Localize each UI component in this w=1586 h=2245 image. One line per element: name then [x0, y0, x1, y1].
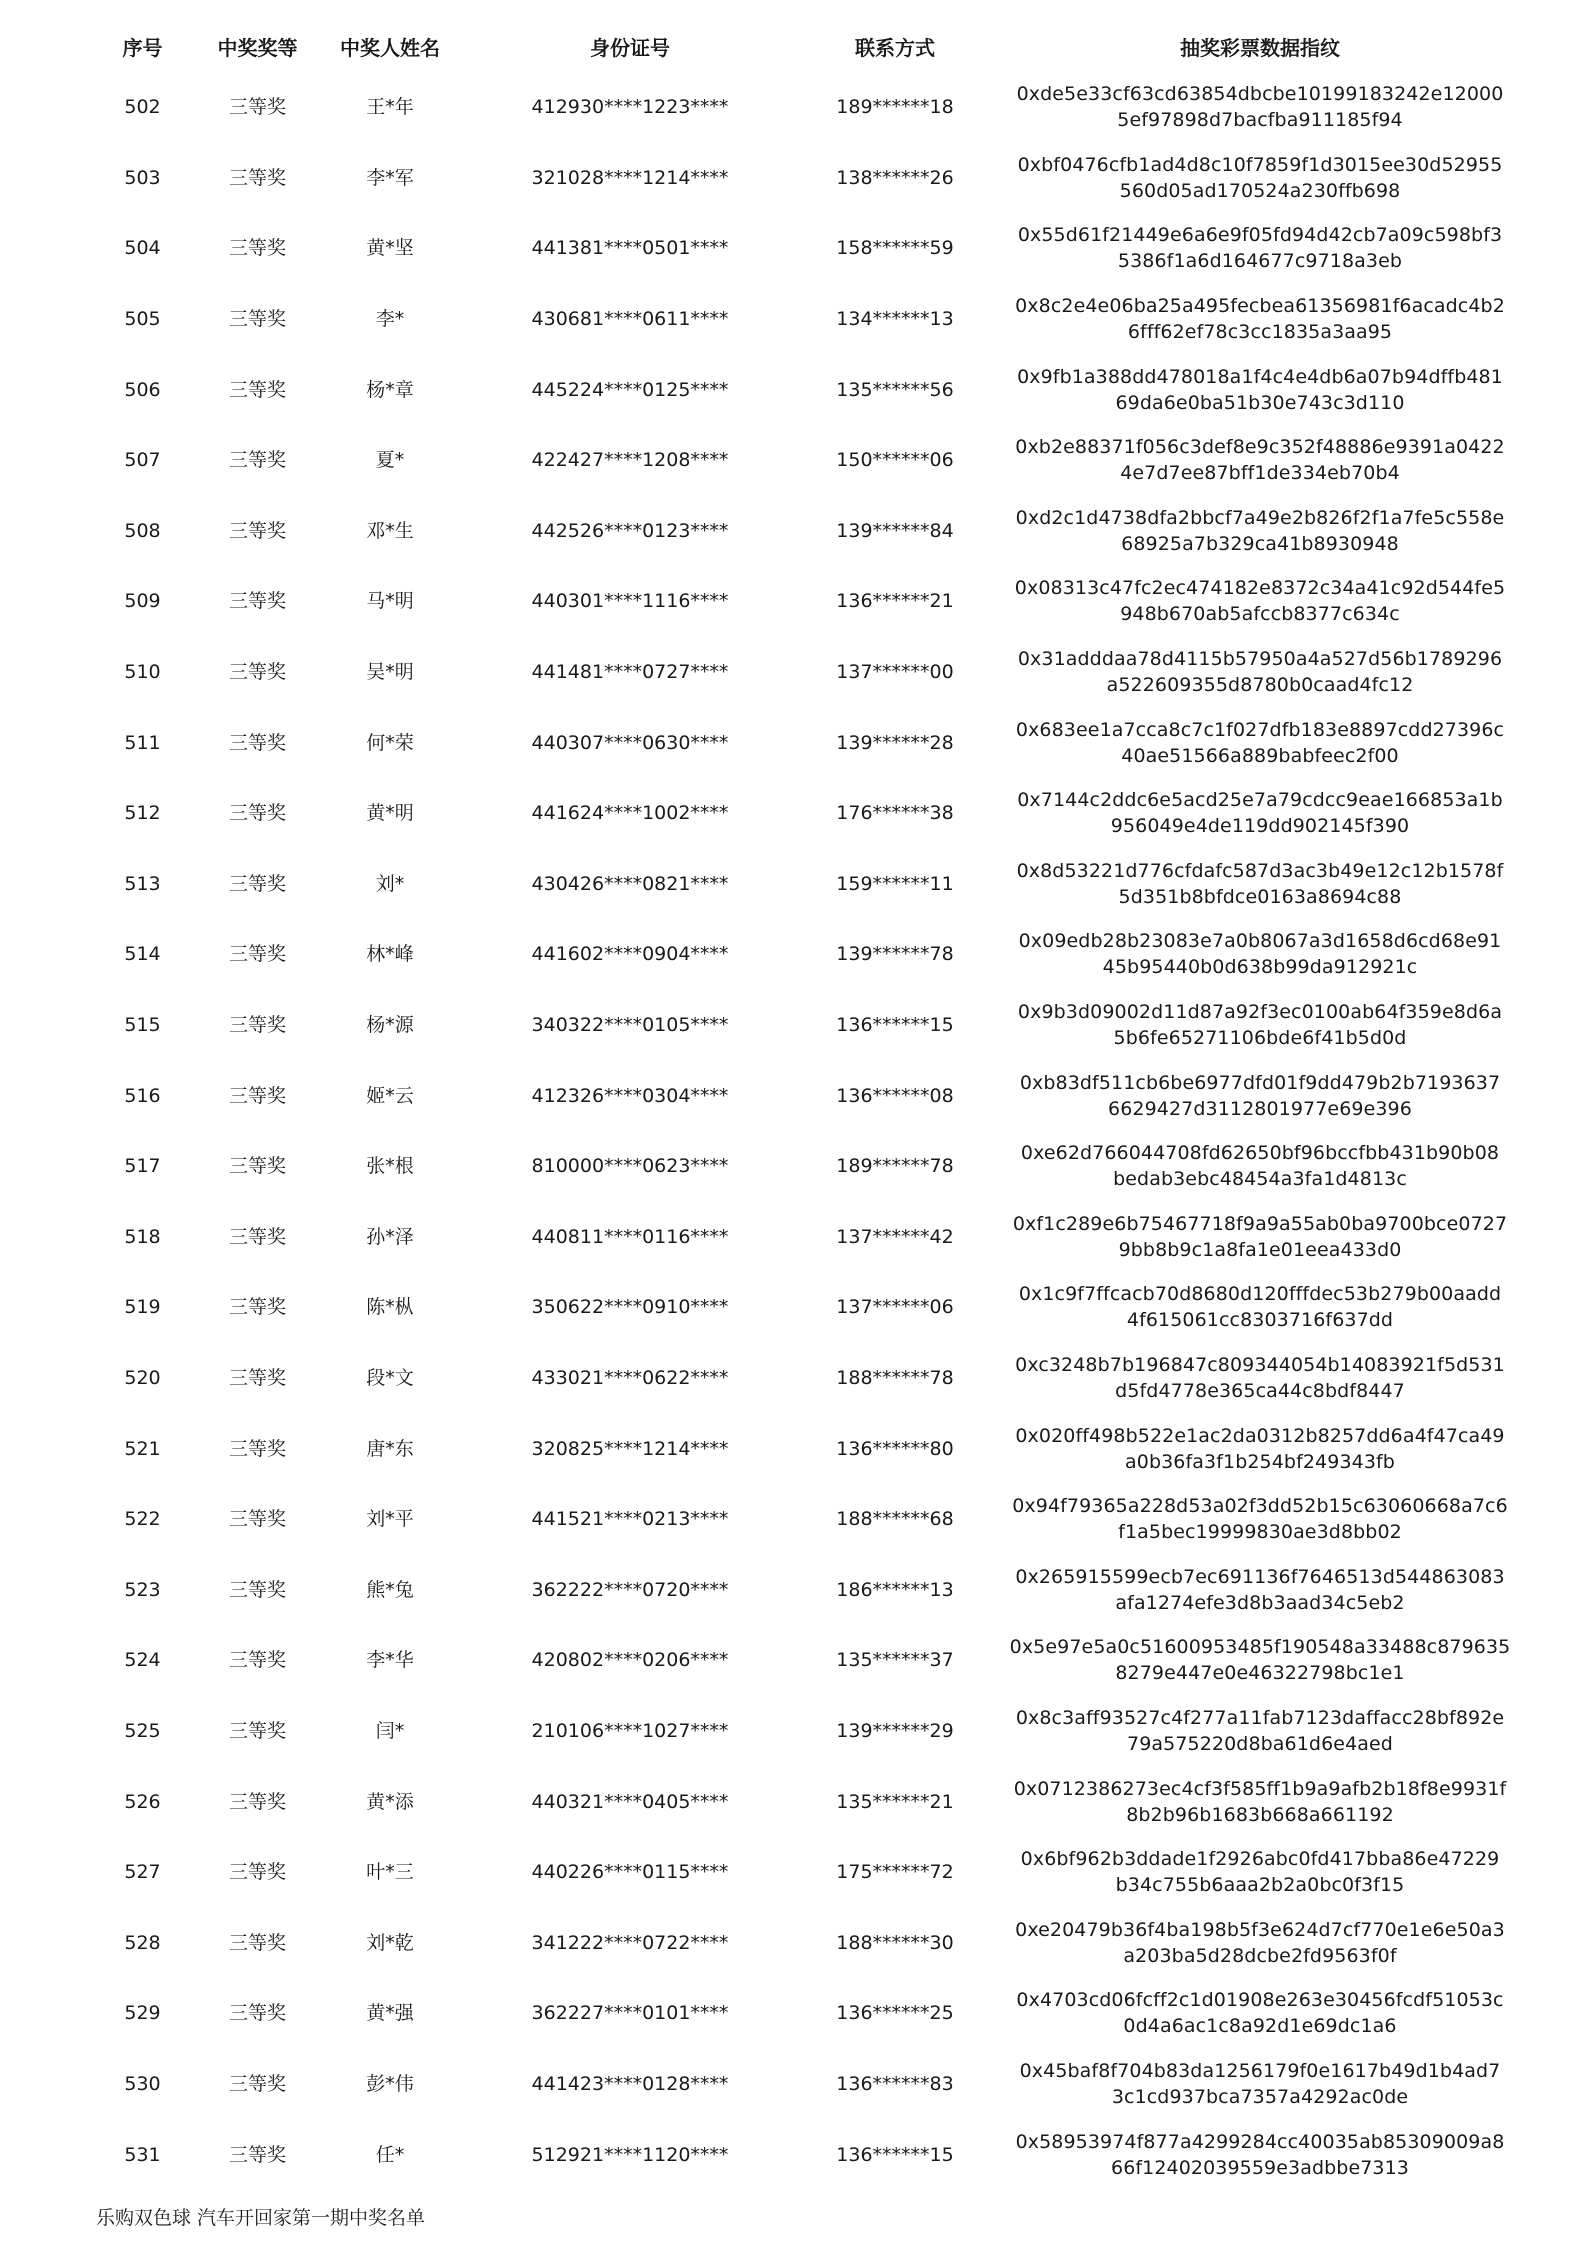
cell-fingerprint	[995, 213, 1525, 284]
cell-id-number: 430426****0821****	[531, 872, 729, 895]
header-no: 序号	[122, 35, 163, 60]
table-row	[85, 637, 1525, 708]
cell-id-number: 412326****0304****	[531, 1084, 729, 1107]
cell-contact: 139******84	[836, 519, 954, 542]
cell-fingerprint	[995, 143, 1525, 214]
cell-no: 527	[124, 1861, 161, 1884]
cell-fingerprint	[995, 637, 1525, 708]
cell-name: 黄*添	[366, 1790, 414, 1813]
cell-name: 杨*章	[366, 378, 414, 401]
cell-id-number: 340322****0105****	[531, 1014, 729, 1037]
fingerprint-line-2: 8b2b96b1683b668a661192	[1126, 1803, 1394, 1826]
cell-contact: 159******11	[836, 872, 954, 895]
cell-fingerprint	[995, 1837, 1525, 1908]
fingerprint-line-2: 40ae51566a889babfeec2f00	[1121, 744, 1399, 767]
cell-level: 三等奖	[228, 1508, 286, 1531]
cell-contact: 138******26	[836, 166, 954, 189]
fingerprint-line-2: 3c1cd937bca7357a4292ac0de	[1111, 2085, 1409, 2108]
fingerprint-line-1: 0x09edb28b23083e7a0b8067a3d1658d6cd68e91	[1018, 930, 1502, 953]
cell-no: 521	[124, 1437, 161, 1460]
cell-level: 三等奖	[228, 1931, 286, 1954]
cell-fingerprint	[995, 1696, 1525, 1767]
cell-name: 吴*明	[366, 661, 414, 684]
cell-no: 520	[124, 1366, 161, 1389]
cell-name: 夏*	[375, 449, 405, 472]
table-row	[85, 213, 1525, 284]
cell-no: 505	[124, 308, 161, 331]
cell-fingerprint	[995, 425, 1525, 496]
fingerprint-line-1: 0x94f79365a228d53a02f3dd52b15c63060668a7c6	[1012, 1495, 1508, 1518]
cell-fingerprint	[995, 1343, 1525, 1414]
table-row	[85, 1060, 1525, 1131]
cell-fingerprint	[995, 2119, 1525, 2190]
cell-no: 507	[124, 449, 161, 472]
fingerprint-line-1: 0xbf0476cfb1ad4d8c10f7859f1d3015ee30d52955	[1017, 153, 1503, 176]
cell-level: 三等奖	[228, 1155, 286, 1178]
cell-fingerprint	[995, 707, 1525, 778]
cell-no: 523	[124, 1578, 161, 1601]
fingerprint-line-2: d5fd4778e365ca44c8bdf8447	[1115, 1379, 1405, 1402]
cell-id-number: 445224****0125****	[531, 378, 729, 401]
fingerprint-line-1: 0x31adddaa78d4115b57950a4a527d56b1789296	[1017, 648, 1503, 671]
table-row	[85, 1907, 1525, 1978]
cell-fingerprint	[995, 566, 1525, 637]
cell-contact: 136******21	[836, 590, 954, 613]
table-row	[85, 849, 1525, 920]
table-row	[85, 354, 1525, 425]
cell-no: 530	[124, 2072, 161, 2095]
cell-contact: 150******06	[836, 449, 954, 472]
fingerprint-line-1: 0xf1c289e6b75467718f9a9a55ab0ba9700bce0727	[1012, 1212, 1508, 1235]
cell-level: 三等奖	[228, 2072, 286, 2095]
cell-id-number: 441624****1002****	[531, 802, 729, 825]
header-level: 中奖奖等	[217, 35, 298, 60]
fingerprint-line-2: 5b6fe65271106bde6f41b5d0d	[1113, 1027, 1407, 1050]
cell-level: 三等奖	[228, 519, 286, 542]
cell-level: 三等奖	[228, 731, 286, 754]
fingerprint-line-1: 0xb83df511cb6be6977dfd01f9dd479b2b7193637	[1019, 1071, 1501, 1094]
cell-fingerprint	[995, 1060, 1525, 1131]
cell-fingerprint	[995, 1625, 1525, 1696]
table-row	[85, 284, 1525, 355]
cell-no: 518	[124, 1225, 161, 1248]
cell-level: 三等奖	[228, 2143, 286, 2166]
fingerprint-line-2: 66f12402039559e3adbbe7313	[1111, 2156, 1409, 2179]
fingerprint-line-1: 0xde5e33cf63cd63854dbcbe10199183242e12000	[1016, 83, 1504, 106]
cell-no: 515	[124, 1014, 161, 1037]
cell-id-number: 320825****1214****	[531, 1437, 729, 1460]
cell-fingerprint	[995, 1484, 1525, 1555]
cell-id-number: 440301****1116****	[531, 590, 729, 613]
cell-no: 529	[124, 2002, 161, 2025]
cell-level: 三等奖	[228, 1014, 286, 1037]
cell-level: 三等奖	[228, 96, 286, 119]
cell-fingerprint	[995, 1978, 1525, 2049]
cell-contact: 188******30	[836, 1931, 954, 1954]
table-row	[85, 566, 1525, 637]
cell-id-number: 433021****0622****	[531, 1366, 729, 1389]
cell-no: 510	[124, 661, 161, 684]
cell-contact: 186******13	[836, 1578, 954, 1601]
footer-title: 乐购双色球 汽车开回家第一期中奖名单	[96, 2207, 426, 2229]
cell-id-number: 441381****0501****	[531, 237, 729, 260]
cell-name: 陈*枞	[366, 1296, 414, 1319]
cell-name: 马*明	[366, 590, 414, 613]
cell-contact: 139******28	[836, 731, 954, 754]
cell-contact: 135******37	[836, 1649, 954, 1672]
fingerprint-line-2: 5ef97898d7bacfba911185f94	[1117, 109, 1403, 132]
table-row	[85, 2119, 1525, 2190]
cell-contact: 175******72	[836, 1861, 954, 1884]
cell-no: 512	[124, 802, 161, 825]
header-contact: 联系方式	[855, 35, 935, 60]
cell-contact: 136******15	[836, 2143, 954, 2166]
cell-name: 李*华	[366, 1649, 414, 1672]
cell-fingerprint	[995, 284, 1525, 355]
cell-contact: 136******80	[836, 1437, 954, 1460]
fingerprint-line-2: a0b36fa3f1b254bf249343fb	[1125, 1450, 1395, 1473]
fingerprint-line-2: 5386f1a6d164677c9718a3eb	[1117, 250, 1403, 273]
cell-name: 李*军	[366, 166, 414, 189]
fingerprint-line-1: 0x020ff498b522e1ac2da0312b8257dd6a4f47ca49	[1015, 1424, 1505, 1447]
cell-level: 三等奖	[228, 1861, 286, 1884]
cell-name: 黄*明	[366, 802, 414, 825]
cell-id-number: 810000****0623****	[531, 1155, 729, 1178]
fingerprint-line-2: 69da6e0ba51b30e743c3d110	[1115, 391, 1405, 414]
fingerprint-line-1: 0x6bf962b3ddade1f2926abc0fd417bba86e47229	[1020, 1848, 1500, 1871]
cell-name: 任*	[375, 2143, 405, 2166]
table-row	[85, 707, 1525, 778]
cell-name: 何*荣	[366, 731, 414, 754]
cell-level: 三等奖	[228, 872, 286, 895]
table-row	[85, 1978, 1525, 2049]
header-row	[85, 20, 1525, 72]
cell-no: 526	[124, 1790, 161, 1813]
cell-contact: 136******25	[836, 2002, 954, 2025]
cell-level: 三等奖	[228, 590, 286, 613]
cell-name: 杨*源	[366, 1014, 414, 1037]
cell-no: 519	[124, 1296, 161, 1319]
fingerprint-line-1: 0xe20479b36f4ba198b5f3e624d7cf770e1e6e50a3	[1015, 1918, 1505, 1941]
table-row	[85, 1696, 1525, 1767]
cell-name: 孙*泽	[366, 1225, 414, 1248]
cell-level: 三等奖	[228, 166, 286, 189]
cell-contact: 176******38	[836, 802, 954, 825]
fingerprint-line-2: b34c755b6aaa2b2a0bc0f3f15	[1115, 1874, 1405, 1897]
cell-level: 三等奖	[228, 1649, 286, 1672]
cell-level: 三等奖	[228, 943, 286, 966]
table-row	[85, 1625, 1525, 1696]
cell-contact: 158******59	[836, 237, 954, 260]
cell-id-number: 440321****0405****	[531, 1790, 729, 1813]
header-fingerprint: 抽奖彩票数据指纹	[1180, 35, 1340, 60]
cell-contact: 189******78	[836, 1155, 954, 1178]
cell-contact: 189******18	[836, 96, 954, 119]
cell-level: 三等奖	[228, 1366, 286, 1389]
fingerprint-line-2: 6fff62ef78c3cc1835a3aa95	[1127, 321, 1393, 344]
cell-fingerprint	[995, 919, 1525, 990]
cell-level: 三等奖	[228, 449, 286, 472]
cell-contact: 134******13	[836, 308, 954, 331]
fingerprint-line-1: 0x8c3aff93527c4f277a11fab7123daffacc28bf892e	[1015, 1706, 1505, 1729]
fingerprint-line-2: 0d4a6ac1c8a92d1e69dc1a6	[1123, 2015, 1397, 2038]
cell-id-number: 210106****1027****	[531, 1719, 729, 1742]
cell-contact: 137******00	[836, 661, 954, 684]
fingerprint-line-1: 0x7144c2ddc6e5acd25e7a79cdcc9eae166853a1b	[1017, 789, 1503, 812]
cell-name: 王*年	[366, 96, 414, 119]
cell-id-number: 422427****1208****	[531, 449, 729, 472]
table-row	[85, 1413, 1525, 1484]
fingerprint-line-2: 68925a7b329ca41b8930948	[1121, 532, 1399, 555]
cell-level: 三等奖	[228, 1719, 286, 1742]
fingerprint-line-2: bedab3ebc48454a3fa1d4813c	[1113, 1168, 1407, 1191]
cell-contact: 137******06	[836, 1296, 954, 1319]
fingerprint-line-1: 0x08313c47fc2ec474182e8372c34a41c92d544fe5	[1014, 577, 1506, 600]
cell-contact: 188******78	[836, 1366, 954, 1389]
table-row	[85, 1554, 1525, 1625]
cell-contact: 139******29	[836, 1719, 954, 1742]
fingerprint-line-1: 0x55d61f21449e6a6e9f05fd94d42cb7a09c598bf3	[1017, 224, 1503, 247]
table-row	[85, 496, 1525, 567]
header-id-number: 身份证号	[590, 35, 670, 60]
fingerprint-line-1: 0x58953974f877a4299284cc40035ab85309009a8	[1015, 2130, 1505, 2153]
cell-name: 刘*	[375, 872, 405, 895]
cell-id-number: 441423****0128****	[531, 2072, 729, 2095]
cell-fingerprint	[995, 72, 1525, 143]
table-row	[85, 425, 1525, 496]
cell-level: 三等奖	[228, 1578, 286, 1601]
cell-no: 514	[124, 943, 161, 966]
table-row	[85, 72, 1525, 143]
table-row	[85, 1343, 1525, 1414]
cell-id-number: 441602****0904****	[531, 943, 729, 966]
cell-fingerprint	[995, 496, 1525, 567]
fingerprint-line-1: 0xb2e88371f056c3def8e9c352f48886e9391a0422	[1015, 436, 1505, 459]
cell-id-number: 430681****0611****	[531, 308, 729, 331]
cell-contact: 135******56	[836, 378, 954, 401]
cell-name: 张*根	[366, 1155, 414, 1178]
fingerprint-line-2: afa1274efe3d8b3aad34c5eb2	[1115, 1591, 1405, 1614]
table-row	[85, 1766, 1525, 1837]
fingerprint-line-2: 560d05ad170524a230ffb698	[1119, 179, 1401, 202]
cell-no: 503	[124, 166, 161, 189]
cell-level: 三等奖	[228, 308, 286, 331]
cell-level: 三等奖	[228, 1437, 286, 1460]
cell-no: 531	[124, 2143, 161, 2166]
cell-fingerprint	[995, 1131, 1525, 1202]
fingerprint-line-2: 948b670ab5afccb8377c634c	[1120, 603, 1400, 626]
fingerprint-line-1: 0xd2c1d4738dfa2bbcf7a49e2b826f2f1a7fe5c558e	[1015, 506, 1505, 529]
cell-id-number: 440811****0116****	[531, 1225, 729, 1248]
cell-fingerprint	[995, 1202, 1525, 1273]
cell-name: 李*	[375, 308, 405, 331]
fingerprint-line-2: 45b95440b0d638b99da912921c	[1102, 956, 1418, 979]
fingerprint-line-2: f1a5bec19999830ae3d8bb02	[1118, 1521, 1402, 1544]
cell-no: 516	[124, 1084, 161, 1107]
cell-level: 三等奖	[228, 1296, 286, 1319]
cell-level: 三等奖	[228, 2002, 286, 2025]
cell-fingerprint	[995, 2049, 1525, 2120]
table-row	[85, 778, 1525, 849]
cell-name: 邓*生	[366, 519, 414, 542]
fingerprint-line-2: 6629427d3112801977e69e396	[1108, 1097, 1412, 1120]
cell-id-number: 362227****0101****	[531, 2002, 729, 2025]
table-row	[85, 1484, 1525, 1555]
cell-contact: 139******78	[836, 943, 954, 966]
cell-name: 黄*强	[366, 2002, 414, 2025]
cell-level: 三等奖	[228, 1225, 286, 1248]
header-name: 中奖人姓名	[340, 35, 440, 60]
cell-name: 黄*坚	[366, 237, 414, 260]
cell-no: 508	[124, 519, 161, 542]
cell-no: 522	[124, 1508, 161, 1531]
fingerprint-line-2: 4f615061cc8303716f637dd	[1126, 1309, 1394, 1332]
cell-contact: 136******08	[836, 1084, 954, 1107]
cell-fingerprint	[995, 849, 1525, 920]
cell-id-number: 441521****0213****	[531, 1508, 729, 1531]
cell-fingerprint	[995, 1272, 1525, 1343]
cell-no: 502	[124, 96, 161, 119]
fingerprint-line-1: 0x4703cd06fcff2c1d01908e263e30456fcdf51053c	[1016, 1989, 1504, 2012]
table-row	[85, 1837, 1525, 1908]
cell-no: 513	[124, 872, 161, 895]
fingerprint-line-2: 5d351b8bfdce0163a8694c88	[1118, 885, 1402, 908]
fingerprint-line-2: 9bb8b9c1a8fa1e01eea433d0	[1118, 1238, 1402, 1261]
cell-id-number: 441481****0727****	[531, 661, 729, 684]
cell-fingerprint	[995, 1766, 1525, 1837]
cell-no: 528	[124, 1931, 161, 1954]
cell-id-number: 442526****0123****	[531, 519, 729, 542]
table-row	[85, 1272, 1525, 1343]
cell-fingerprint	[995, 990, 1525, 1061]
table-header	[85, 20, 1525, 72]
fingerprint-line-2: 956049e4de119dd902145f390	[1110, 815, 1410, 838]
fingerprint-line-1: 0xc3248b7b196847c809344054b14083921f5d531	[1015, 1353, 1505, 1376]
cell-name: 刘*平	[366, 1508, 414, 1531]
cell-no: 517	[124, 1155, 161, 1178]
cell-fingerprint	[995, 1554, 1525, 1625]
cell-id-number: 341222****0722****	[531, 1931, 729, 1954]
fingerprint-line-2: a203ba5d28dcbe2fd9563f0f	[1123, 1944, 1397, 1967]
table-row	[85, 143, 1525, 214]
cell-fingerprint	[995, 1413, 1525, 1484]
cell-level: 三等奖	[228, 378, 286, 401]
table-row	[85, 990, 1525, 1061]
fingerprint-line-2: a522609355d8780b0caad4fc12	[1106, 674, 1414, 697]
cell-contact: 137******42	[836, 1225, 954, 1248]
cell-contact: 136******15	[836, 1014, 954, 1037]
cell-level: 三等奖	[228, 661, 286, 684]
cell-name: 叶*三	[366, 1861, 414, 1884]
cell-name: 林*峰	[366, 943, 414, 966]
winners-table	[85, 20, 1525, 2190]
cell-id-number: 512921****1120****	[531, 2143, 729, 2166]
cell-contact: 135******21	[836, 1790, 954, 1813]
cell-name: 熊*兔	[366, 1578, 414, 1601]
cell-id-number: 350622****0910****	[531, 1296, 729, 1319]
table-body	[85, 72, 1525, 2190]
cell-contact: 188******68	[836, 1508, 954, 1531]
fingerprint-line-2: 4e7d7ee87bff1de334eb70b4	[1120, 462, 1400, 485]
cell-id-number: 362222****0720****	[531, 1578, 729, 1601]
table-row	[85, 1202, 1525, 1273]
cell-fingerprint	[995, 778, 1525, 849]
cell-level: 三等奖	[228, 237, 286, 260]
cell-no: 524	[124, 1649, 161, 1672]
cell-id-number: 412930****1223****	[531, 96, 729, 119]
fingerprint-line-1: 0x1c9f7ffcacb70d8680d120fffdec53b279b00aadd	[1018, 1283, 1502, 1306]
fingerprint-line-1: 0x0712386273ec4cf3f585ff1b9a9afb2b18f8e9931f	[1013, 1777, 1507, 1800]
table-row	[85, 1131, 1525, 1202]
cell-id-number: 440307****0630****	[531, 731, 729, 754]
fingerprint-line-1: 0x45baf8f704b83da1256179f0e1617b49d1b4ad7	[1019, 2059, 1501, 2082]
cell-name: 刘*乾	[366, 1931, 414, 1954]
cell-no: 525	[124, 1719, 161, 1742]
cell-level: 三等奖	[228, 1084, 286, 1107]
cell-name: 段*文	[366, 1366, 414, 1389]
cell-name: 闫*	[375, 1719, 405, 1742]
cell-contact: 136******83	[836, 2072, 954, 2095]
cell-no: 511	[124, 731, 161, 754]
fingerprint-line-2: 79a575220d8ba61d6e4aed	[1127, 1732, 1393, 1755]
cell-id-number: 420802****0206****	[531, 1649, 729, 1672]
cell-name: 彭*伟	[366, 2072, 414, 2095]
cell-no: 504	[124, 237, 161, 260]
cell-id-number: 440226****0115****	[531, 1861, 729, 1884]
cell-level: 三等奖	[228, 1790, 286, 1813]
cell-name: 姬*云	[366, 1084, 414, 1107]
fingerprint-line-1: 0x5e97e5a0c51600953485f190548a33488c879635	[1009, 1636, 1511, 1659]
fingerprint-line-2: 8279e447e0e46322798bc1e1	[1115, 1662, 1405, 1685]
cell-name: 唐*东	[366, 1437, 414, 1460]
cell-fingerprint	[995, 1907, 1525, 1978]
fingerprint-line-1: 0x8c2e4e06ba25a495fecbea61356981f6acadc4b2	[1015, 295, 1505, 318]
cell-fingerprint	[995, 354, 1525, 425]
cell-no: 509	[124, 590, 161, 613]
fingerprint-line-1: 0x9b3d09002d11d87a92f3ec0100ab64f359e8d6a	[1017, 1001, 1503, 1024]
fingerprint-line-1: 0xe62d766044708fd62650bf96bccfbb431b90b08	[1020, 1142, 1500, 1165]
table-row	[85, 2049, 1525, 2120]
cell-no: 506	[124, 378, 161, 401]
table-row	[85, 919, 1525, 990]
fingerprint-line-1: 0x8d53221d776cfdafc587d3ac3b49e12c12b1578f	[1016, 859, 1504, 882]
cell-level: 三等奖	[228, 802, 286, 825]
fingerprint-line-1: 0x265915599ecb7ec691136f7646513d544863083	[1015, 1565, 1505, 1588]
cell-id-number: 321028****1214****	[531, 166, 729, 189]
fingerprint-line-1: 0x9fb1a388dd478018a1f4c4e4db6a07b94dffb481	[1017, 365, 1503, 388]
fingerprint-line-1: 0x683ee1a7cca8c7c1f027dfb183e8897cdd27396c	[1015, 718, 1505, 741]
